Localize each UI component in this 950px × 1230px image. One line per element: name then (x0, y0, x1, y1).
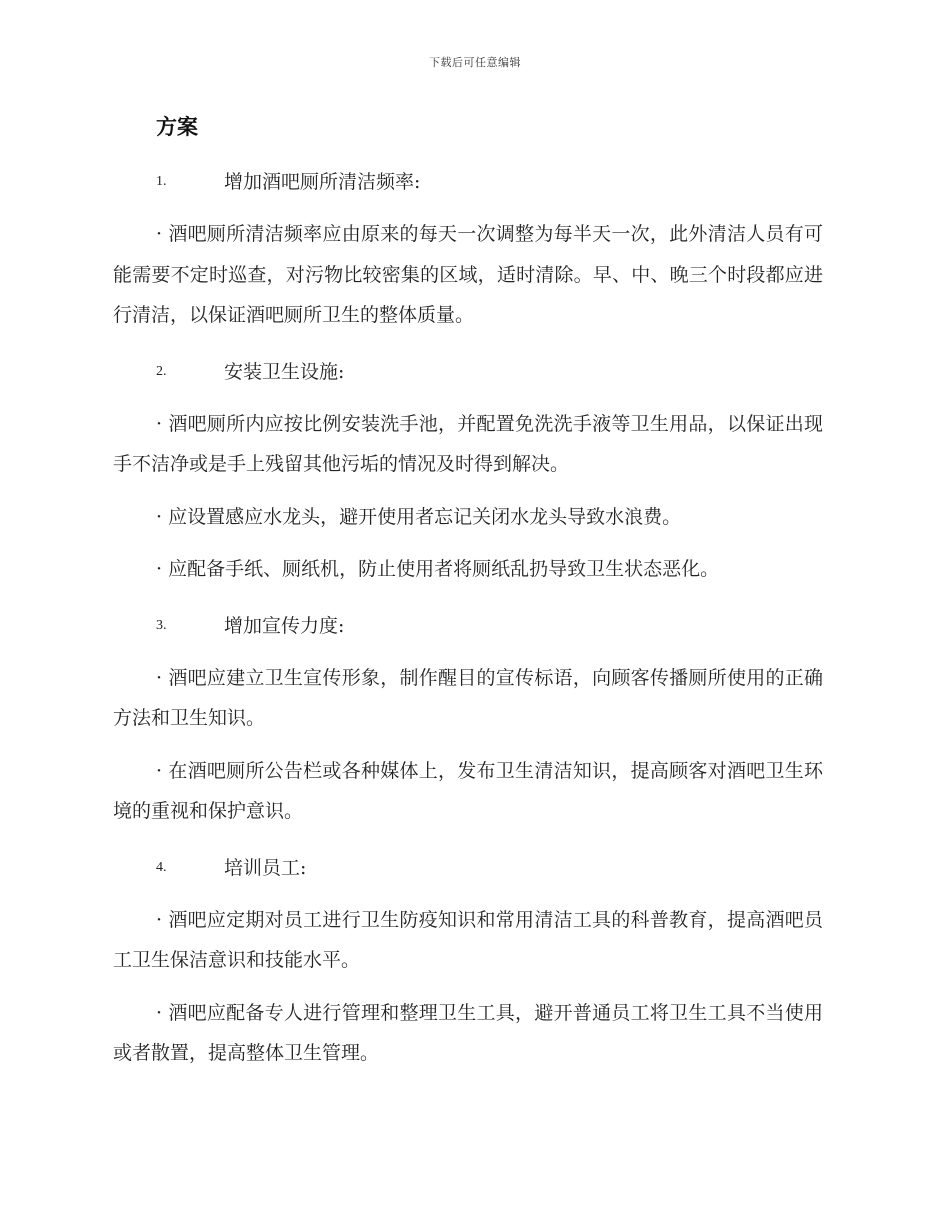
section-2 (113, 352, 823, 590)
document-body (113, 108, 823, 1074)
section-3 (113, 606, 823, 832)
section-paragraph: · 应配备手纸、厕纸机，防止使用者将厕纸乱扔导致卫生状态恶化。 (156, 558, 720, 580)
section-paragraph: · 应设置感应水龙头，避开使用者忘记关闭水龙头导致水浪费。 (156, 505, 682, 528)
section-4 (113, 848, 823, 1074)
section-paragraph: · 酒吧应配备专人进行管理和整理卫生工具，避开普通员工将卫生工具不当使用或者散置，提高整体卫生管理。 (113, 1001, 823, 1064)
section-heading (113, 606, 823, 646)
section-number: 3. (156, 617, 167, 633)
section-heading-text: 安装卫生设施: (224, 360, 345, 383)
section-1 (113, 162, 823, 336)
section-heading (113, 848, 823, 888)
section-heading (113, 352, 823, 392)
section-number: 2. (156, 363, 167, 379)
section-heading-text: 培训员工: (224, 856, 307, 879)
section-paragraph: · 酒吧应定期对员工进行卫生防疫知识和常用清洁工具的科普教育，提高酒吧员工卫生保洁意识和技能水平。 (113, 908, 823, 971)
section-paragraph: · 酒吧厕所清洁频率应由原来的每天一次调整为每半天一次，此外清洁人员有可能需要不定时巡查，对污物比较密集的区域，适时清除。早、中、晚三个时段都应进行清洁，以保证酒吧厕所卫生的整体质量。 (113, 223, 823, 326)
section-paragraph: · 酒吧厕所内应按比例安装洗手池，并配置免洗洗手液等卫生用品，以保证出现手不洁净或是手上残留其他污垢的情况及时得到解决。 (113, 412, 823, 475)
section-heading-text: 增加宣传力度: (224, 614, 345, 637)
document-title: 方案 (156, 115, 198, 139)
section-heading-text: 增加酒吧厕所清洁频率: (224, 171, 421, 193)
header-note: 下载后可任意编辑 (429, 56, 521, 69)
section-paragraph: · 酒吧应建立卫生宣传形象，制作醒目的宣传标语，向顾客传播厕所使用的正确方法和卫生知识。 (113, 666, 823, 729)
section-number: 1. (156, 174, 167, 189)
section-heading (113, 162, 823, 202)
section-number: 4. (156, 859, 167, 875)
section-paragraph: · 在酒吧厕所公告栏或各种媒体上，发布卫生清洁知识，提高顾客对酒吧卫生环境的重视和保护意识。 (113, 759, 823, 822)
